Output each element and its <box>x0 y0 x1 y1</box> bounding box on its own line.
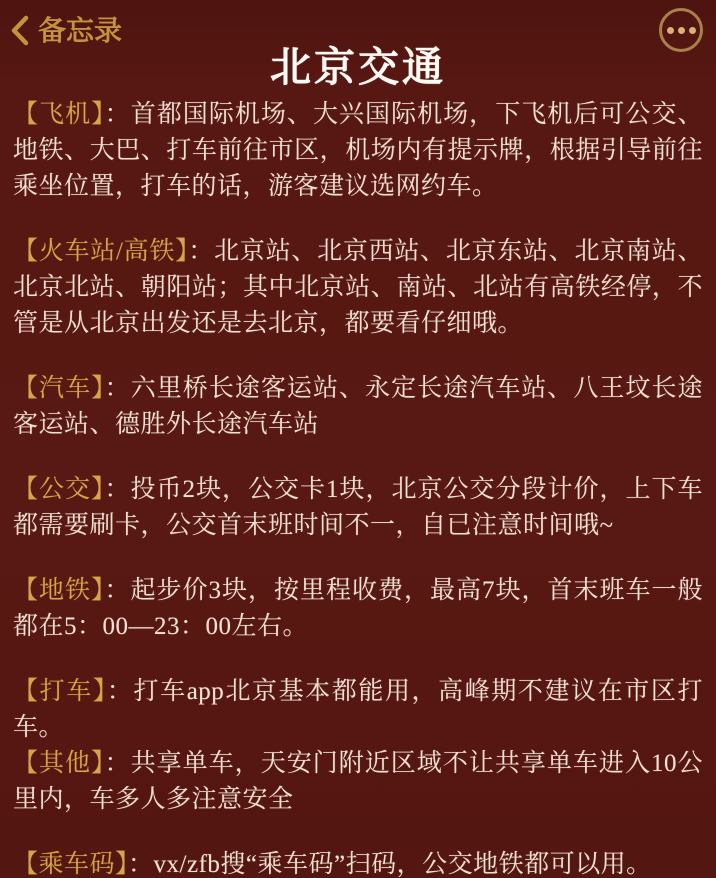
section-text: 起步价3块，按里程收费，最高7块，首末班车一般都在5：00—23：00左右。 <box>13 577 703 640</box>
section-separator: ： <box>104 375 131 402</box>
section-label: 【火车站/高铁】 <box>13 238 189 265</box>
section-text: 首都国际机场、大兴国际机场，下飞机后可公交、地铁、大巴、打车前往市区，机场内有提示牌，根据引导前往乘坐位置，打车的话，游客建议选网约车。 <box>13 101 703 200</box>
section-other <box>13 746 703 818</box>
section-label: 【汽车】 <box>13 375 105 402</box>
section-taxi <box>13 674 703 746</box>
section-text: 北京站、北京西站、北京东站、北京南站、北京北站、朝阳站；其中北京站、南站、北站有高铁经停，不管是从北京出发还是去北京，都要看仔细哦。 <box>13 238 703 337</box>
section-text: 六里桥长途客运站、永定长途汽车站、八王坟长途客运站、德胜外长途汽车站 <box>13 375 703 438</box>
section-separator: ： <box>104 476 131 503</box>
section-label: 【打车】 <box>13 678 107 705</box>
ellipsis-icon <box>678 27 685 34</box>
section-label: 【公交】 <box>13 476 105 503</box>
note-title: 北京交通 <box>270 44 446 90</box>
note-body <box>0 92 716 878</box>
ellipsis-icon <box>667 27 674 34</box>
section-label: 【乘车码】 <box>13 851 129 878</box>
more-options-button[interactable] <box>659 8 703 52</box>
back-label: 备忘录 <box>38 16 123 47</box>
back-button[interactable] <box>10 7 122 49</box>
section-label: 【其他】 <box>13 750 105 777</box>
section-separator: ： <box>188 238 215 265</box>
section-text: 共享单车，天安门附近区域不让共享单车进入10公里内，车多人多注意安全 <box>13 750 703 813</box>
section-plane <box>13 97 703 205</box>
section-label: 【地铁】 <box>13 577 105 604</box>
section-label: 【飞机】 <box>13 101 105 128</box>
section-separator: ： <box>106 678 134 705</box>
section-coach <box>13 371 703 443</box>
section-separator: ： <box>104 577 131 604</box>
ellipsis-icon <box>689 27 696 34</box>
section-separator: ： <box>128 851 154 878</box>
section-separator: ： <box>104 101 131 128</box>
section-text: vx/zfb搜“乘车码”扫码，公交地铁都可以用。 <box>153 851 652 878</box>
section-separator: ： <box>104 750 131 777</box>
section-metro <box>13 573 703 645</box>
section-train <box>13 234 703 342</box>
section-bus <box>13 472 703 544</box>
chevron-left-icon <box>10 13 29 46</box>
section-text: 投币2块，公交卡1块，北京公交分段计价，上下车都需要刷卡，公交首末班时间不一，自已注意时间哦~ <box>13 476 703 539</box>
section-text: 打车app北京基本都能用，高峰期不建议在市区打车。 <box>13 678 703 741</box>
section-ride-code <box>13 847 703 878</box>
